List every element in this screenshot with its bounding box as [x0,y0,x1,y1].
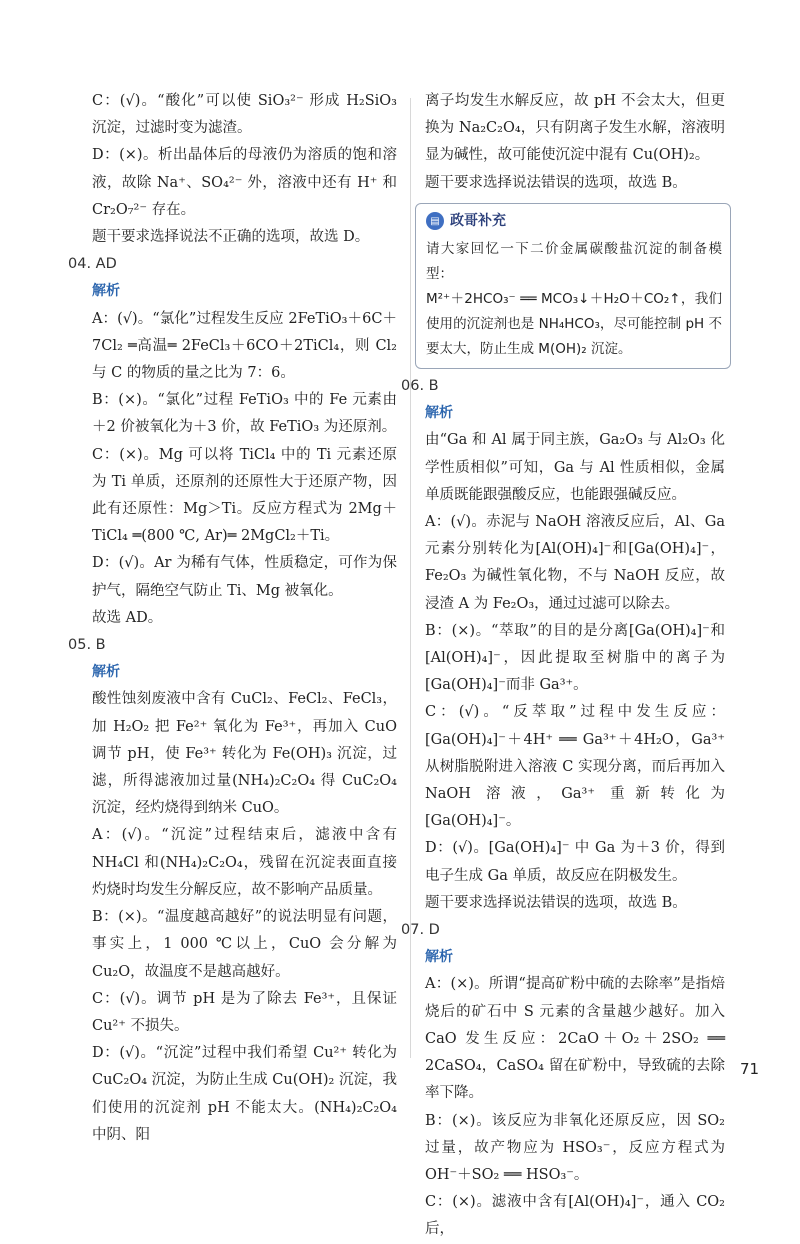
answer-heading: 04. AD [68,256,117,273]
paragraph: 题干要求选择说法错误的选项，故选 B。 [425,894,687,911]
paragraph: C：(×)。Mg 可以将 TiCl₄ 中的 Ti 元素还原为 Ti 单质，还原剂的还原性大于还原产物，因此有还原性：Mg＞Ti。反应方程式为 2Mg＋TiCl₄ ═(800 ℃, Ar)═ 2MgCl₂＋Ti。 [92,446,397,545]
answer-heading: 06. B [401,378,439,395]
supplement-box [415,203,731,369]
paragraph: 由“Ga 和 Al 属于同主族，Ga₂O₃ 与 Al₂O₃ 化学性质相似”可知，Ga 与 Al 性质相似，金属单质既能跟强酸反应，也能跟强碱反应。 [425,432,725,503]
analysis-label: 解析 [425,405,453,422]
paragraph: 离子均发生水解反应，故 pH 不会太大，但更换为 Na₂C₂O₄，只有阴离子发生水解，溶液明显为碱性，故可能使沉淀中混有 Cu(OH)₂。 [425,93,725,164]
paragraph: D：(√)。“沉淀”过程中我们希望 Cu²⁺ 转化为 CuC₂O₄ 沉淀，为防止生成 Cu(OH)₂ 沉淀，我们使用的沉淀剂 pH 不能太大。(NH₄)₂C₂O₄ 中阴、阳 [92,1045,397,1143]
book-icon: ▤ [426,212,444,230]
paragraph: A：(√)。赤泥与 NaOH 溶液反应后，Al、Ga 元素分别转化为[Al(OH)₄]⁻和[Ga(OH)₄]⁻，Fe₂O₃ 为碱性氧化物，不与 NaOH 反应，故浸渣 A 为 Fe₂O₃，通过过滤可以除去。 [425,514,725,612]
analysis-label: 解析 [92,664,120,681]
paragraph: A：(×)。所谓“提高矿粉中硫的去除率”是指焙烧后的矿石中 S 元素的含量越少越好。加入 CaO 发生反应：2CaO＋O₂＋2SO₂ ══ 2CaSO₄，CaSO₄ 留在矿粉中，导致硫的去除率下降。 [425,976,725,1102]
paragraph: 题干要求选择说法不正确的选项，故选 D。 [92,229,370,246]
paragraph: 故选 AD。 [92,609,163,626]
supplement-line: 请大家回忆一下二价金属碳酸盐沉淀的制备模型： [426,241,722,283]
paragraph: C：(√)。调节 pH 是为了除去 Fe³⁺，且保证 Cu²⁺ 不损失。 [92,990,397,1034]
paragraph: 题干要求选择说法错误的选项，故选 B。 [425,174,687,191]
paragraph: C：(×)。滤液中含有[Al(OH)₄]⁻，通入 CO₂ 后， [425,1194,725,1238]
analysis-label: 解析 [92,283,120,300]
paragraph: B：(×)。“温度越高越好”的说法明显有问题，事实上，1 000 ℃以上，CuO 会分解为 Cu₂O，故温度不是越高越好。 [92,909,397,980]
paragraph: B：(×)。“氯化”过程 FeTiO₃ 中的 Fe 元素由＋2 价被氧化为＋3 价，故 FeTiO₃ 为还原剂。 [92,392,397,436]
paragraph: A：(√)。“氯化”过程发生反应 2FeTiO₃＋6C＋7Cl₂ ═高温═ 2FeCl₃＋6CO＋2TiCl₄，则 Cl₂ 与 C 的物质的量之比为 7：6。 [92,310,397,382]
paragraph: D：(√)。Ar 为稀有气体，性质稳定，可作为保护气，隔绝空气防止 Ti、Mg 被氧化。 [92,555,397,599]
supplement-line: M²⁺＋2HCO₃⁻ ══ MCO₃↓＋H₂O＋CO₂↑，我们使用的沉淀剂也是 NH₄HCO₃，尽可能控制 pH 不要太大，防止生成 M(OH)₂ 沉淀。 [426,291,722,358]
paragraph: D：(×)。析出晶体后的母液仍为溶质的饱和溶液，故除 Na⁺、SO₄²⁻ 外，溶液中还有 H⁺ 和 Cr₂O₇²⁻ 存在。 [92,147,397,218]
paragraph: 酸性蚀刻废液中含有 CuCl₂、FeCl₂、FeCl₃，加 H₂O₂ 把 Fe²⁺ 氧化为 Fe³⁺，再加入 CuO 调节 pH，使 Fe³⁺ 转化为 Fe(OH)₃ 沉淀，过滤，所得滤液加过量(NH₄)₂C₂O₄ 得 CuC₂O₄ 沉淀，经灼烧得到纳米 CuO。 [92,691,397,817]
page-number: 71 [740,1060,760,1078]
left-column [68,88,397,1149]
paragraph: B：(×)。“萃取”的目的是分离[Ga(OH)₄]⁻和[Al(OH)₄]⁻，因此提取至树脂中的离子为[Ga(OH)₄]⁻而非 Ga³⁺。 [425,622,725,694]
answer-heading: 07. D [401,922,440,939]
paragraph: D：(√)。[Ga(OH)₄]⁻ 中 Ga 为＋3 价，得到电子生成 Ga 单质，故反应在阴极发生。 [425,840,725,884]
analysis-label: 解析 [425,949,453,966]
paragraph: C：(√)。“反萃取”过程中发生反应：[Ga(OH)₄]⁻＋4H⁺ ══ Ga³⁺＋4H₂O，Ga³⁺ 从树脂脱附进入溶液 C 实现分离，而后再加入 NaOH 溶液，Ga³⁺ 重新转化为[Ga(OH)₄]⁻。 [425,704,725,830]
answer-heading: 05. B [68,637,106,654]
right-column [401,88,725,1244]
supplement-title: 政哥补充 [450,212,506,229]
paragraph: A：(√)。“沉淀”过程结束后，滤液中含有 NH₄Cl 和(NH₄)₂C₂O₄，残留在沉淀表面直接灼烧时均发生分解反应，故不影响产品质量。 [92,827,397,898]
column-divider [410,98,411,1058]
paragraph: C：(√)。“酸化”可以使 SiO₃²⁻ 形成 H₂SiO₃ 沉淀，过滤时变为滤渣。 [92,93,397,137]
paragraph: B：(×)。该反应为非氧化还原反应，因 SO₂ 过量，故产物应为 HSO₃⁻，反应方程式为 OH⁻＋SO₂ ══ HSO₃⁻。 [425,1112,725,1183]
